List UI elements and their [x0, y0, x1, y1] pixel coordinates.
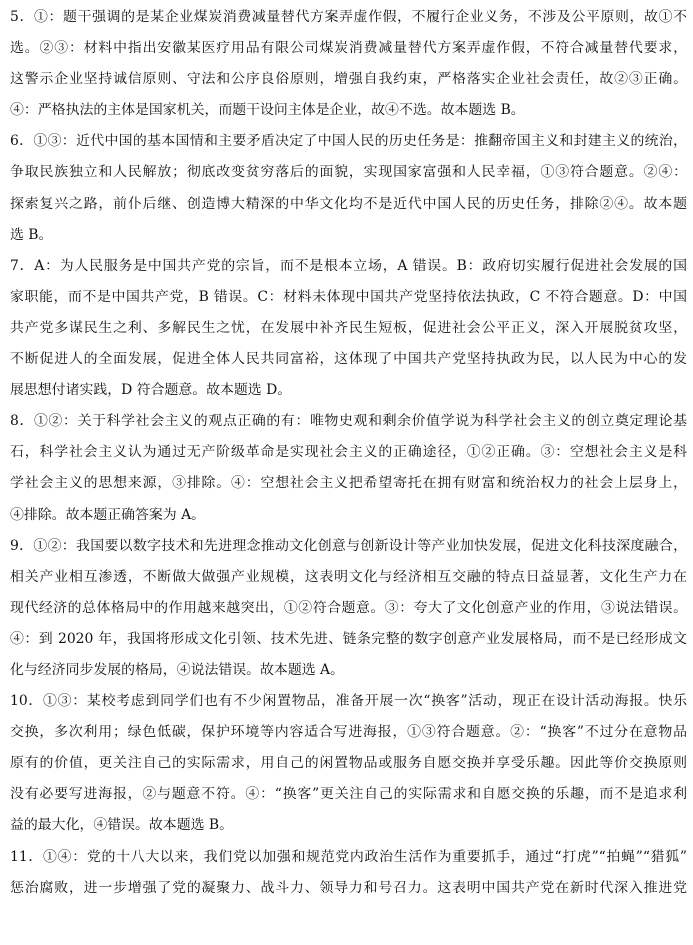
answer-10-line-3: 原有的价值，更关注自己的实际需求，用自己的闲置物品或服务自愿交换并享受乐趣。因此等价交换原则	[10, 755, 687, 772]
answer-8-line-3: 学社会主义的思想来源，③排除。④：空想社会主义把希望寄托在拥有财富和统治权力的社会上层身上，	[10, 475, 687, 492]
answer-9-line-4: ④：到 2020 年，我国将形成文化引领、技术先进、链条完整的数字创意产业发展格局，而不是已经形成文	[10, 630, 687, 647]
answer-5-line-2: 选。②③：材料中指出安徽某医疗用品有限公司煤炭消费减量替代方案弄虚作假，不符合减量替代要求，	[10, 40, 687, 57]
answer-8-line-1: 8．①②：关于科学社会主义的观点正确的有：唯物史观和剩余价值学说为科学社会主义的创立奠定理论基	[10, 413, 687, 430]
answer-10-line-1: 10．①③：某校考虑到同学们也有不少闲置物品，准备开展一次“换客”活动，现正在设计活动海报。快乐	[10, 693, 687, 710]
answer-9-line-1: 9．①②：我国要以数字技术和先进理念推动文化创意与创新设计等产业加快发展，促进文化科技深度融合，	[10, 537, 687, 554]
answer-10-line-5: 益的最大化，④错误。故本题选 B。	[10, 817, 233, 834]
answer-9-line-3: 现代经济的总体格局中的作用越来越突出，①②符合题意。③：夸大了文化创意产业的作用，③说法错误。	[10, 599, 687, 616]
answer-11-line-2: 惩治腐败，进一步增强了党的凝聚力、战斗力、领导力和号召力。这表明中国共产党在新时代深入推进党	[10, 879, 687, 896]
answer-6-line-2: 争取民族独立和人民解放；彻底改变贫穷落后的面貌，实现国家富强和人民幸福，①③符合题意。②④：	[10, 164, 687, 181]
answer-7-line-1: 7．A：为人民服务是中国共产党的宗旨，而不是根本立场，A 错误。B：政府切实履行促进社会发展的国	[10, 257, 687, 274]
answer-7-line-5: 展思想付诸实践，D 符合题意。故本题选 D。	[10, 382, 292, 399]
answer-7-line-4: 不断促进人的全面发展，促进全体人民共同富裕，这体现了中国共产党坚持执政为民，以人民为中心的发	[10, 351, 687, 368]
answer-7-line-2: 家职能，而不是中国共产党，B 错误。C：材料未体现中国共产党坚持依法执政，C 不符合题意。D：中国	[10, 288, 687, 305]
answer-6-line-4: 选 B。	[10, 226, 53, 243]
answer-6-line-1: 6．①③：近代中国的基本国情和主要矛盾决定了中国人民的历史任务是：推翻帝国主义和封建主义的统治，	[10, 133, 687, 150]
answer-8-line-4: ④排除。故本题正确答案为 A。	[10, 506, 206, 523]
answer-9-line-5: 化与经济同步发展的格局，④说法错误。故本题选 A。	[10, 661, 344, 678]
answer-8-line-2: 石，科学社会主义认为通过无产阶级革命是实现社会主义的正确途径，①②正确。③：空想社会主义是科	[10, 444, 687, 461]
answer-6-line-3: 探索复兴之路，前仆后继、创造博大精深的中华文化均不是近代中国人民的历史任务，排除②④。故本题	[10, 195, 687, 212]
answer-5-line-3: 这警示企业坚持诚信原则、守法和公序良俗原则，增强自我约束，严格落实企业社会责任，故②③正确。	[10, 71, 687, 88]
answer-5-line-1: 5．①：题干强调的是某企业煤炭消费减量替代方案弄虚作假，不履行企业义务，不涉及公平原则，故①不	[10, 9, 687, 25]
answer-5-line-4: ④：严格执法的主体是国家机关，而题干设问主体是企业，故④不选。故本题选 B。	[10, 102, 525, 119]
answer-10-line-4: 没有必要写进海报，②与题意不符。④：“换客”更关注自己的实际需求和自愿交换的乐趣，而不是追求利	[10, 786, 687, 803]
answer-7-line-3: 共产党多谋民生之利、多解民生之忧，在发展中补齐民生短板，促进社会公平正义，深入开展脱贫攻坚，	[10, 319, 687, 336]
answer-10-line-2: 交换，多次利用；绿色低碳，保护环境等内容适合写进海报，①③符合题意。②：“换客”不过分在意物品	[10, 724, 687, 741]
answer-9-line-2: 相关产业相互渗透，不断做大做强产业规模，这表明文化与经济相互交融的特点日益显著，文化生产力在	[10, 568, 687, 585]
answer-11-line-1: 11．①④：党的十八大以来，我们党以加强和规范党内政治生活作为重要抓手，通过“打虎”“拍蝇”“猎狐”	[10, 848, 687, 865]
